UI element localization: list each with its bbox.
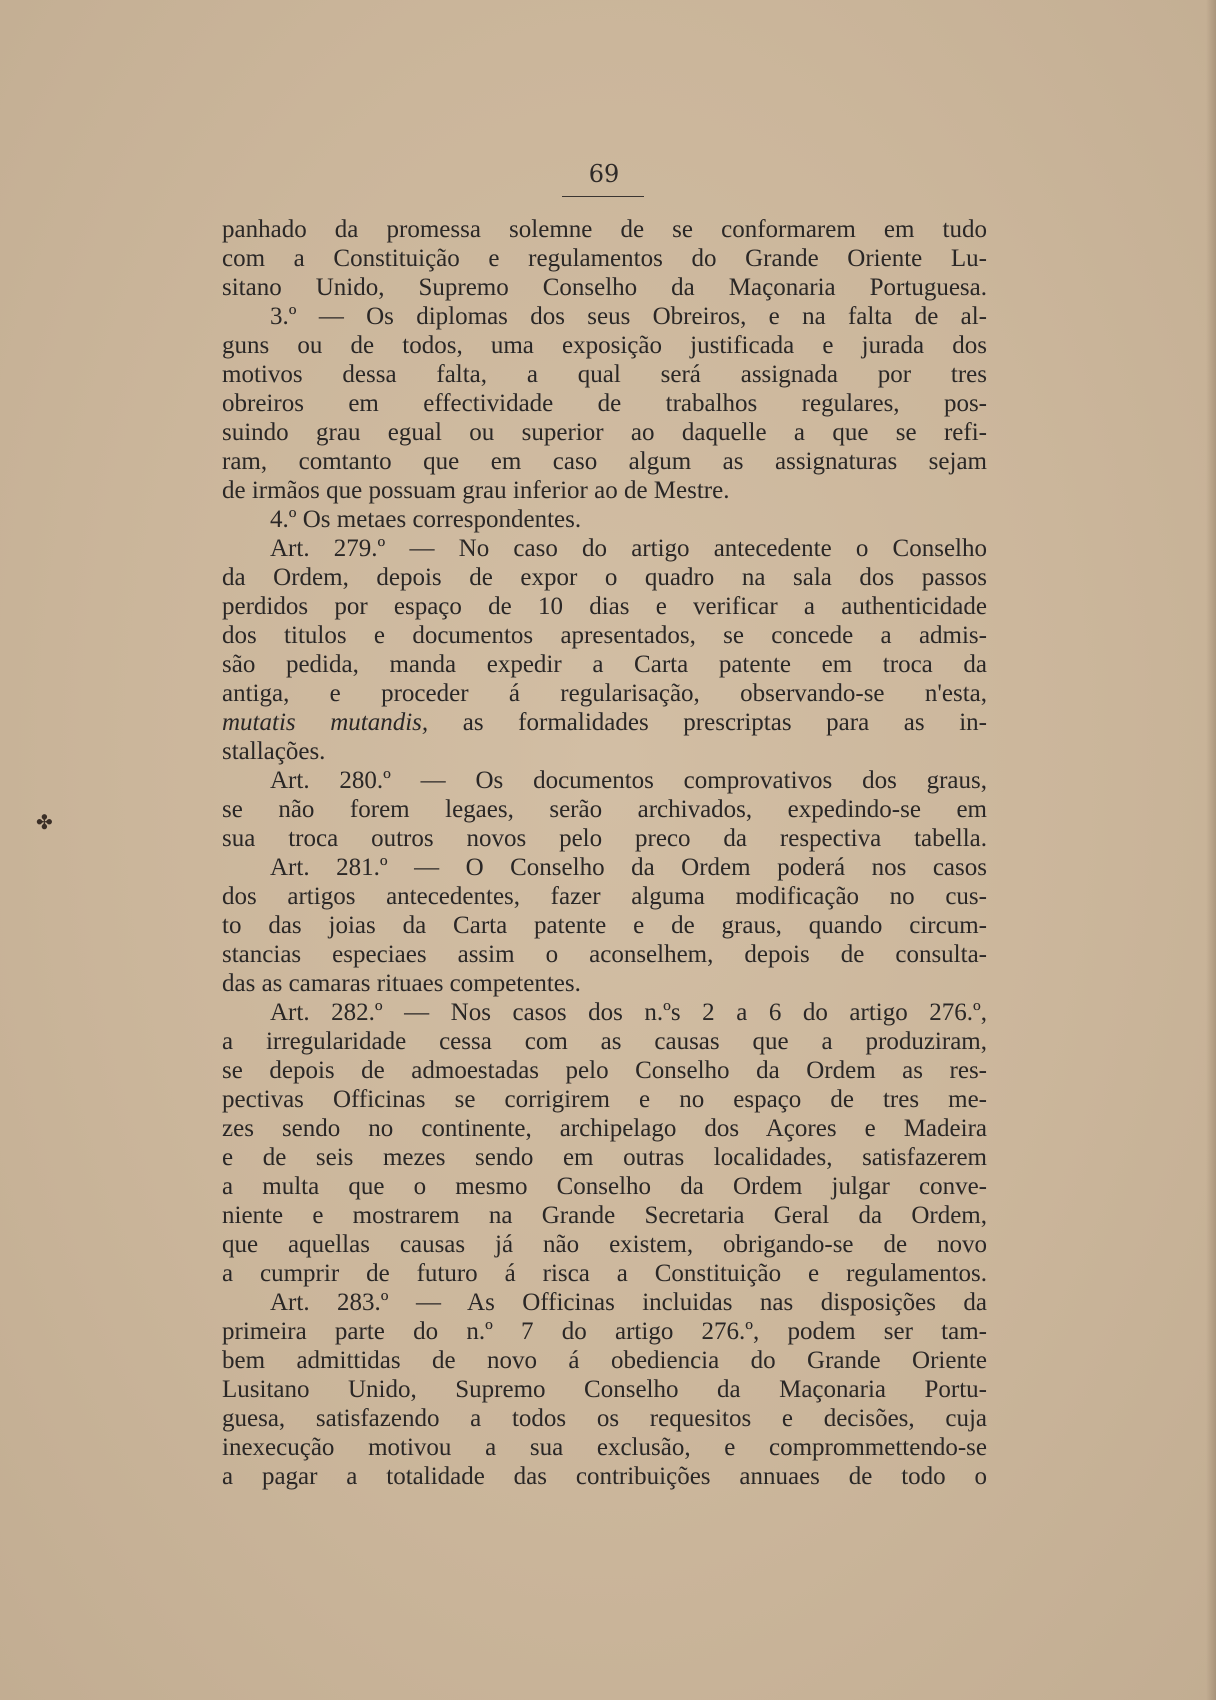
text-line: dos artigos antecedentes, fazer alguma modificação no cus-	[222, 883, 987, 910]
text-line: que aquellas causas já não existem, obrigando-se de novo	[222, 1231, 987, 1258]
text-line: stancias especiaes assim o aconselhem, depois de consulta-	[222, 941, 987, 968]
text-line: a pagar a totalidade das contribuições annuaes de todo o	[222, 1463, 987, 1490]
page-number: 69	[588, 160, 620, 188]
text-line: panhado da promessa solemne de se conformarem em tudo	[222, 216, 987, 243]
text-line: sua troca outros novos pelo preco da respectiva tabella.	[222, 825, 987, 852]
text-line: to das joias da Carta patente e de graus, quando circum-	[222, 912, 987, 939]
text-line: são pedida, manda expedir a Carta patente em troca da	[222, 651, 987, 678]
text-line: primeira parte do n.º 7 do artigo 276.º, podem ser tam-	[222, 1318, 987, 1345]
text-line: 3.º — Os diplomas dos seus Obreiros, e na falta de al-	[270, 303, 987, 330]
page-number-rule	[562, 196, 644, 197]
text-line: guns ou de todos, uma exposição justificada e jurada dos	[222, 332, 987, 359]
text-line: se depois de admoestadas pelo Conselho da Ordem as res-	[222, 1057, 987, 1084]
text-line: zes sendo no continente, archipelago dos Açores e Madeira	[222, 1115, 987, 1142]
margin-ornament-icon: ✤	[36, 810, 53, 834]
page-edge-shadow	[1206, 0, 1216, 1700]
text-line: motivos dessa falta, a qual será assignada por tres	[222, 361, 987, 388]
text-line: com a Constituição e regulamentos do Grande Oriente Lu-	[222, 245, 987, 272]
text-line: da Ordem, depois de expor o quadro na sala dos passos	[222, 564, 987, 591]
text-line: Art. 281.º — O Conselho da Ordem poderá nos casos	[270, 854, 987, 881]
text-line: obreiros em effectividade de trabalhos regulares, pos-	[222, 390, 987, 417]
text-line: niente e mostrarem na Grande Secretaria Geral da Ordem,	[222, 1202, 987, 1229]
text-line: dos titulos e documentos apresentados, se concede a admis-	[222, 622, 987, 649]
text-line: Art. 280.º — Os documentos comprovativos dos graus,	[270, 767, 987, 794]
body-text	[222, 215, 987, 1491]
latin-phrase: mutatis mutandis,	[222, 709, 429, 736]
text-line: a irregularidade cessa com as causas que a produziram,	[222, 1028, 987, 1055]
text-line: e de seis mezes sendo em outras localidades, satisfazerem	[222, 1144, 987, 1171]
text-line: antiga, e proceder á regularisação, observando-se n'esta,	[222, 680, 987, 707]
text-line: mutatis mutandis, as formalidades prescriptas para as in-	[222, 709, 988, 736]
text-line: a multa que o mesmo Conselho da Ordem julgar conve-	[222, 1173, 987, 1200]
text-line: Art. 282.º — Nos casos dos n.ºs 2 a 6 do artigo 276.º,	[270, 999, 987, 1026]
text-line: perdidos por espaço de 10 dias e verificar a authenticidade	[222, 593, 987, 620]
text-line: a cumprir de futuro á risca a Constituição e regulamentos.	[222, 1260, 987, 1287]
text-line: suindo grau egual ou superior ao daquelle a que se refi-	[222, 419, 987, 446]
text-line: 4.º Os metaes correspondentes.	[270, 506, 582, 533]
text-line: ram, comtanto que em caso algum as assignaturas sejam	[222, 448, 987, 475]
text-line: das as camaras rituaes competentes.	[222, 970, 581, 997]
text-line: pectivas Officinas se corrigirem e no espaço de tres me-	[222, 1086, 987, 1113]
text-line: bem admittidas de novo á obediencia do Grande Oriente	[222, 1347, 987, 1374]
text-line: sitano Unido, Supremo Conselho da Maçonaria Portuguesa.	[222, 274, 987, 301]
text-line: Art. 279.º — No caso do artigo antecedente o Conselho	[270, 535, 987, 562]
text-line: de irmãos que possuam grau inferior ao de Mestre.	[222, 477, 730, 504]
text-line: inexecução motivou a sua exclusão, e comprommettendo-se	[222, 1434, 987, 1461]
text-line: stallações.	[222, 738, 326, 765]
text-line: guesa, satisfazendo a todos os requesitos e decisões, cuja	[222, 1405, 987, 1432]
text-line: Lusitano Unido, Supremo Conselho da Maçonaria Portu-	[222, 1376, 987, 1403]
text-line: Art. 283.º — As Officinas incluidas nas disposições da	[270, 1289, 987, 1316]
text-line: se não forem legaes, serão archivados, expedindo-se em	[222, 796, 987, 823]
